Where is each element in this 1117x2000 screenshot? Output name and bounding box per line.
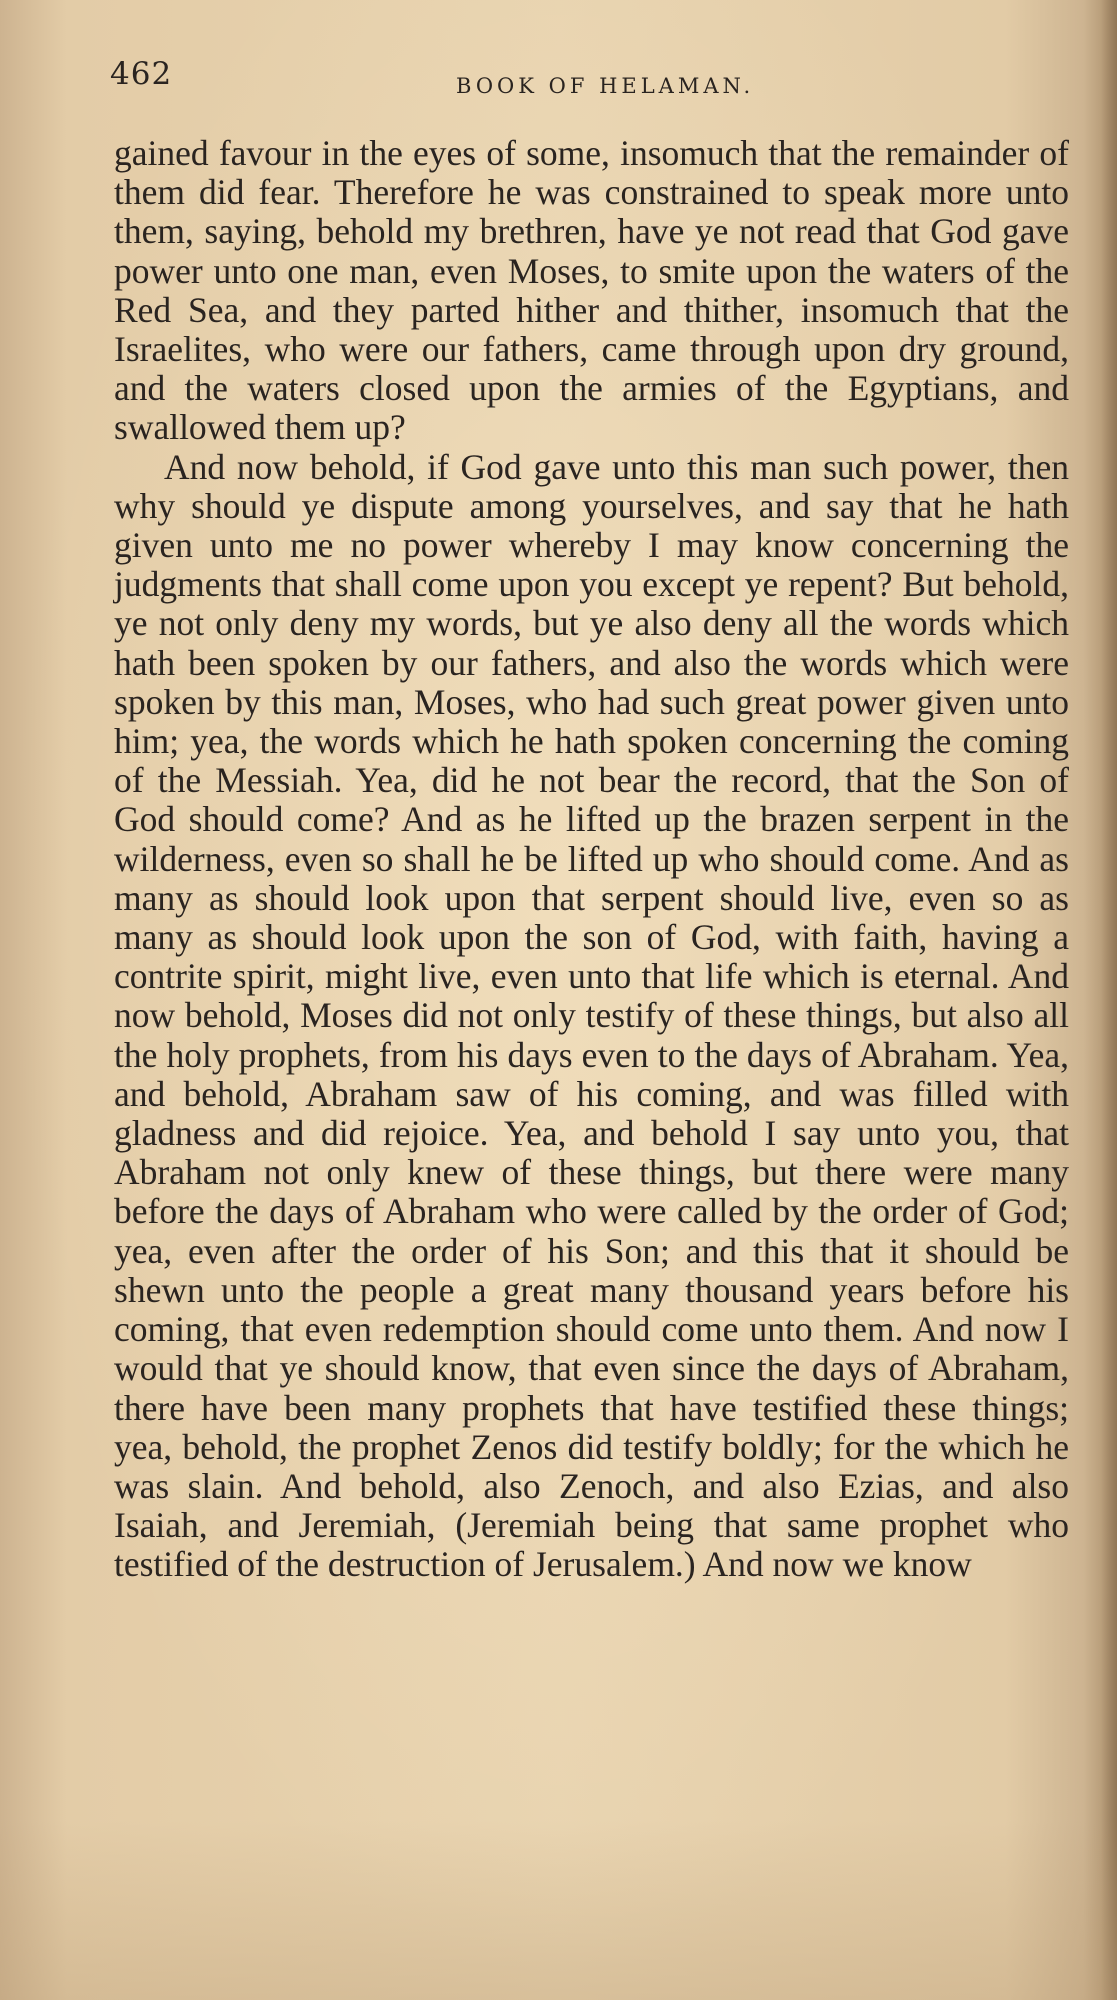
running-head bbox=[110, 56, 1070, 106]
book-title: BOOK OF HELAMAN. bbox=[456, 74, 755, 98]
paragraph-2: And now behold, if God gave unto this man such power, then why should ye dispute among yourselves, and say that he hath given unto me no power whereby I may know concerning the judgments that shall come upon you except ye repent? But behold, ye not only deny my words, but ye also deny all the words which hath been spoken by our fathers, and also the words which were spoken by this man, Moses, who had such great power given unto him; yea, the words which he hath spoken concerning the coming of the Messiah. Yea, did he not bear the record, that the Son of God should come? And as he lifted up the brazen serpent in the wilderness, even so shall he be lifted up who should come. And as many as should look upon that serpent should live, even so as many as should look upon the son of God, with faith, having a contrite spirit, might live, even unto that life which is eternal. And now behold, Moses did not only testify of these things, but also all the holy prophets, from his days even to the days of Abraham. Yea, and behold, Abraham saw of his coming, and was filled with gladness and did rejoice. Yea, and behold I say unto you, that Abraham not only knew of these things, but there were many before the days of Abraham who were called by the order of God; yea, even after the order of his Son; and this that it should be shewn unto the people a great many thousand years before his coming, that even redemption should come unto them. And now I would that ye should know, that even since the days of Abraham, there have been many prophets that have testified these things; yea, behold, the prophet Zenos did testify boldly; for the which he was slain. And behold, also Zenoch, and also Ezias, and also Isaiah, and Jeremiah, (Jeremiah being that same prophet who testified of the destruction of Jerusalem.) And now we know bbox=[114, 446, 1069, 1585]
page-number: 462 bbox=[110, 56, 173, 92]
body-text bbox=[114, 134, 1069, 1585]
paragraph-1: gained favour in the eyes of some, insomuch that the remainder of them did fear. Therefore he was constrained to speak more unto them, saying, behold my brethren, have ye not read that God gave power unto one man, even Moses, to smite upon the waters of the Red Sea, and they parted hither and thither, insomuch that the Israelites, who were our fathers, came through upon dry ground, and the waters closed upon the armies of the Egyptians, and swallowed them up? bbox=[114, 133, 1069, 448]
